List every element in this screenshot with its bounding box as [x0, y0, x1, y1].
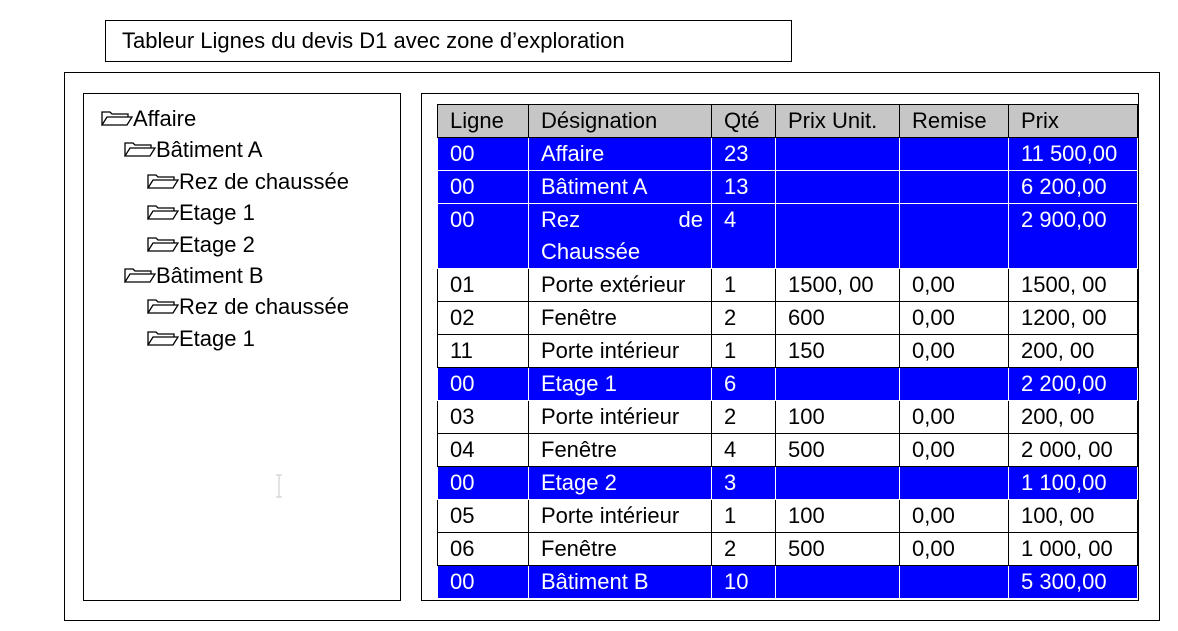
cell-qte[interactable]: 2: [712, 401, 776, 434]
item-row[interactable]: [438, 269, 1138, 302]
tree-node[interactable]: [147, 231, 255, 259]
cell-designation[interactable]: Porte intérieur: [529, 401, 712, 434]
cell-designation[interactable]: Etage 2: [529, 467, 712, 500]
cell-prix[interactable]: 1500, 00: [1009, 269, 1138, 302]
cell-prix[interactable]: 200, 00: [1009, 401, 1138, 434]
cell-prix-unit[interactable]: 1500, 00: [776, 269, 900, 302]
cell-ligne[interactable]: 00: [438, 171, 529, 204]
cell-prix-unit[interactable]: [776, 171, 900, 204]
cell-qte[interactable]: 1: [712, 500, 776, 533]
group-row[interactable]: [438, 566, 1138, 599]
cell-qte[interactable]: 1: [712, 269, 776, 302]
cell-ligne[interactable]: 00: [438, 566, 529, 599]
cell-prix-unit[interactable]: 600: [776, 302, 900, 335]
cell-ligne[interactable]: 00: [438, 204, 529, 269]
tree-node[interactable]: [147, 199, 255, 227]
cell-designation[interactable]: Rez de Chaussée: [529, 204, 712, 269]
folder-open-icon: [147, 172, 179, 190]
cell-ligne[interactable]: 00: [438, 467, 529, 500]
cell-prix[interactable]: 1 100,00: [1009, 467, 1138, 500]
cell-ligne[interactable]: 01: [438, 269, 529, 302]
cell-prix-unit[interactable]: [776, 566, 900, 599]
cell-prix-unit[interactable]: 100: [776, 401, 900, 434]
cell-qte[interactable]: 4: [712, 434, 776, 467]
cell-prix[interactable]: 1 000, 00: [1009, 533, 1138, 566]
cell-qte[interactable]: 23: [712, 138, 776, 171]
cell-ligne[interactable]: 02: [438, 302, 529, 335]
cell-prix[interactable]: 2 200,00: [1009, 368, 1138, 401]
cell-designation[interactable]: Bâtiment B: [529, 566, 712, 599]
cell-ligne[interactable]: 00: [438, 368, 529, 401]
folder-open-icon: [147, 329, 179, 347]
tree-node-label: Rez de chaussée: [179, 168, 349, 194]
cell-qte[interactable]: 1: [712, 335, 776, 368]
cell-designation[interactable]: Bâtiment A: [529, 171, 712, 204]
text-cursor-icon: [274, 474, 284, 498]
window-title: Tableur Lignes du devis D1 avec zone d’exploration: [105, 20, 792, 62]
cell-designation[interactable]: Porte extérieur: [529, 269, 712, 302]
cell-ligne[interactable]: 04: [438, 434, 529, 467]
cell-prix[interactable]: 100, 00: [1009, 500, 1138, 533]
tree-node[interactable]: [147, 293, 349, 321]
folder-open-icon: [147, 203, 179, 221]
cell-remise[interactable]: [900, 566, 1009, 599]
column-header-ligne[interactable]: Ligne: [438, 105, 529, 138]
cell-prix[interactable]: 1200, 00: [1009, 302, 1138, 335]
cell-prix[interactable]: 2 900,00: [1009, 204, 1138, 269]
quote-lines-table: [437, 104, 1138, 599]
column-header-remise[interactable]: Remise: [900, 105, 1009, 138]
cell-ligne[interactable]: 06: [438, 533, 529, 566]
cell-qte[interactable]: 10: [712, 566, 776, 599]
group-row[interactable]: [438, 171, 1138, 204]
cell-prix[interactable]: 5 300,00: [1009, 566, 1138, 599]
cell-prix[interactable]: 11 500,00: [1009, 138, 1138, 171]
cell-remise[interactable]: 0,00: [900, 401, 1009, 434]
cell-prix-unit[interactable]: [776, 138, 900, 171]
item-row[interactable]: [438, 434, 1138, 467]
cell-ligne[interactable]: 11: [438, 335, 529, 368]
cell-designation[interactable]: Fenêtre: [529, 533, 712, 566]
cell-prix-unit[interactable]: [776, 204, 900, 269]
cell-designation[interactable]: Fenêtre: [529, 434, 712, 467]
tree-node[interactable]: [147, 325, 255, 353]
cell-qte[interactable]: 2: [712, 302, 776, 335]
table-header-row: [438, 105, 1138, 138]
cell-remise[interactable]: [900, 171, 1009, 204]
tree-node-label: Etage 1: [179, 325, 255, 351]
cell-remise[interactable]: 0,00: [900, 434, 1009, 467]
cell-designation[interactable]: Porte intérieur: [529, 500, 712, 533]
cell-designation[interactable]: Affaire: [529, 138, 712, 171]
cell-remise[interactable]: 0,00: [900, 269, 1009, 302]
cell-prix[interactable]: 200, 00: [1009, 335, 1138, 368]
tree-node[interactable]: [147, 168, 349, 196]
column-header-qte[interactable]: Qté: [712, 105, 776, 138]
cell-ligne[interactable]: 05: [438, 500, 529, 533]
cell-prix[interactable]: 2 000, 00: [1009, 434, 1138, 467]
tree-node-label: Rez de chaussée: [179, 294, 349, 320]
item-row[interactable]: [438, 401, 1138, 434]
cell-designation[interactable]: Fenêtre: [529, 302, 712, 335]
cell-qte[interactable]: 2: [712, 533, 776, 566]
cell-prix[interactable]: 6 200,00: [1009, 171, 1138, 204]
group-row[interactable]: [438, 368, 1138, 401]
cell-qte[interactable]: 13: [712, 171, 776, 204]
cell-ligne[interactable]: 03: [438, 401, 529, 434]
tree-node[interactable]: [101, 105, 196, 133]
cell-designation[interactable]: Porte intérieur: [529, 335, 712, 368]
folder-open-icon: [147, 297, 179, 315]
tree-node[interactable]: [124, 136, 262, 164]
cell-qte[interactable]: 6: [712, 368, 776, 401]
tree-node-label: Affaire: [133, 106, 197, 131]
column-header-prix-unit[interactable]: Prix Unit.: [776, 105, 900, 138]
cell-remise[interactable]: 0,00: [900, 302, 1009, 335]
column-header-prix[interactable]: Prix: [1009, 105, 1138, 138]
folder-open-icon: [124, 266, 156, 284]
cell-qte[interactable]: 3: [712, 467, 776, 500]
cell-qte[interactable]: 4: [712, 204, 776, 269]
cell-remise[interactable]: [900, 138, 1009, 171]
group-row[interactable]: [438, 138, 1138, 171]
group-row[interactable]: [438, 204, 1138, 269]
tree-node[interactable]: [124, 262, 264, 290]
cell-prix-unit[interactable]: 500: [776, 434, 900, 467]
tree-node-label: Etage 2: [179, 231, 255, 257]
cell-ligne[interactable]: 00: [438, 138, 529, 171]
column-header-designation[interactable]: Désignation: [529, 105, 712, 138]
cell-prix-unit[interactable]: [776, 368, 900, 401]
cell-remise[interactable]: [900, 204, 1009, 269]
cell-prix-unit[interactable]: 500: [776, 533, 900, 566]
cell-prix-unit[interactable]: 150: [776, 335, 900, 368]
item-row[interactable]: [438, 500, 1138, 533]
item-row[interactable]: [438, 302, 1138, 335]
cell-prix-unit[interactable]: [776, 467, 900, 500]
cell-prix-unit[interactable]: 100: [776, 500, 900, 533]
folder-open-icon: [101, 109, 133, 127]
group-row[interactable]: [438, 467, 1138, 500]
cell-remise[interactable]: 0,00: [900, 335, 1009, 368]
tree-node-label: Bâtiment A: [156, 137, 263, 163]
item-row[interactable]: [438, 335, 1138, 368]
cell-remise[interactable]: [900, 368, 1009, 401]
cell-remise[interactable]: 0,00: [900, 533, 1009, 566]
cell-remise[interactable]: [900, 467, 1009, 500]
folder-open-icon: [147, 235, 179, 253]
folder-open-icon: [124, 140, 156, 158]
item-row[interactable]: [438, 533, 1138, 566]
cell-designation[interactable]: Etage 1: [529, 368, 712, 401]
tree-node-label: Etage 1: [179, 200, 255, 226]
tree-node-label: Bâtiment B: [156, 263, 264, 288]
cell-remise[interactable]: 0,00: [900, 500, 1009, 533]
